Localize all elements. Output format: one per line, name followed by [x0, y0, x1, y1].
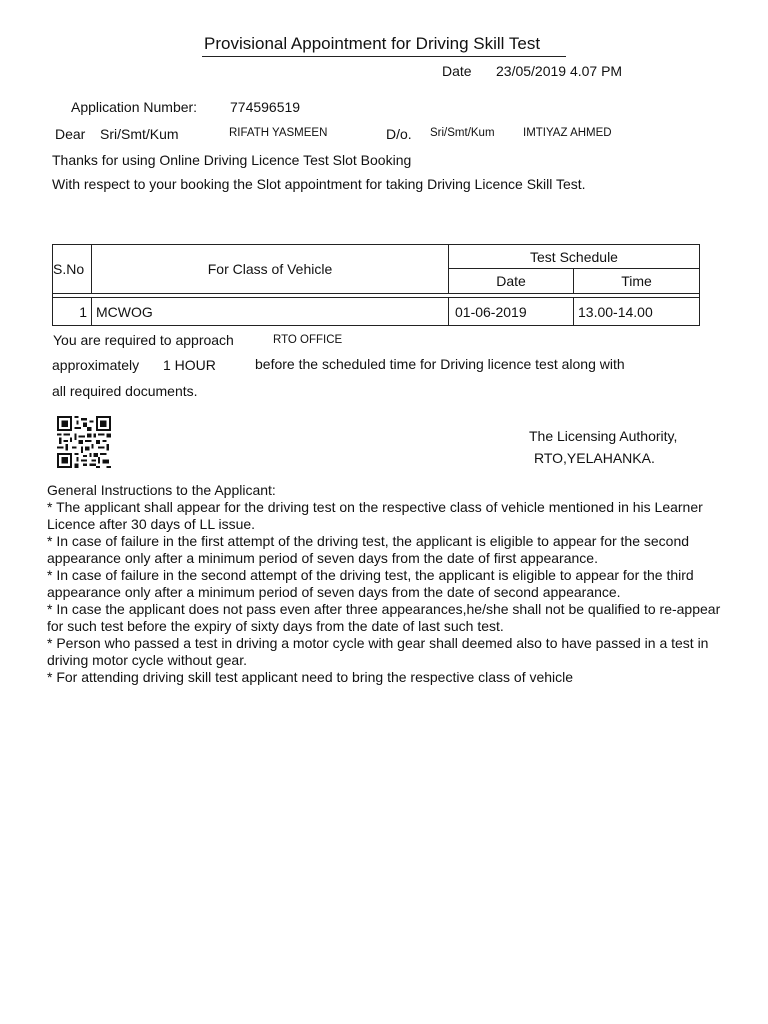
- instruction-item: * The applicant shall appear for the driving test on the respective class of vehicle mentioned in his Learner Licence after 30 days of LL issue.: [47, 499, 703, 532]
- instruction-item: * In case the applicant does not pass even after three appearances,he/she shall not be qualified to re-appear for such test before the expiry of sixty days from the date of last such test.: [47, 601, 721, 634]
- application-label: Application Number:: [71, 99, 198, 115]
- authority-line-1: The Licensing Authority,: [529, 428, 678, 444]
- instructions-heading: General Instructions to the Applicant:: [47, 482, 276, 498]
- applicant-name: RIFATH YASMEEN: [229, 127, 328, 139]
- row-vehicle-class: MCWOG: [92, 298, 449, 326]
- general-instructions: [47, 482, 737, 686]
- title-underline: [202, 56, 566, 57]
- instruction-item: * Person who passed a test in driving a motor cycle with gear shall deemed also to have passed in a test in driving motor cycle without gear.: [47, 635, 709, 668]
- relation-label: D/o.: [386, 126, 412, 142]
- class-header: For Class of Vehicle: [92, 245, 449, 294]
- respect-line: With respect to your booking the Slot appointment for taking Driving Licence Skill Test.: [52, 176, 586, 192]
- approx-label: approximately: [52, 357, 140, 373]
- instruction-item: * For attending driving skill test applicant need to bring the respective class of vehicle: [47, 669, 574, 685]
- thanks-line: Thanks for using Online Driving Licence Test Slot Booking: [52, 152, 412, 168]
- qr-code: [57, 416, 111, 468]
- instruction-item: * In case of failure in the first attempt of the driving test, the applicant is eligible to appear for the second appearance only after a minimum period of seven days from the date of first appearance.: [47, 533, 690, 566]
- documents-text: all required documents.: [52, 383, 198, 399]
- date-header: Date: [449, 269, 574, 294]
- application-number: 774596519: [230, 99, 301, 115]
- page-title: Provisional Appointment for Driving Skill Test: [204, 34, 541, 53]
- table-row: [53, 298, 700, 326]
- time-header: Time: [574, 269, 700, 294]
- schedule-header: Test Schedule: [449, 245, 700, 269]
- approach-text: You are required to approach: [53, 332, 234, 348]
- before-text: before the scheduled time for Driving licence test along with: [255, 356, 625, 372]
- approx-value: 1 HOUR: [163, 357, 216, 373]
- relation-salutation: Sri/Smt/Kum: [430, 127, 495, 139]
- dear-label: Dear: [55, 126, 86, 142]
- authority-line-2: RTO,YELAHANKA.: [534, 450, 655, 466]
- instruction-item: * In case of failure in the second attempt of the driving test, the applicant is eligible to appear for the third appearance only after a minimum period of seven days from the date of second appearance.: [47, 567, 694, 600]
- approach-place: RTO OFFICE: [273, 334, 343, 346]
- date-label: Date: [442, 63, 472, 79]
- schedule-table: [52, 244, 700, 326]
- date-value: 23/05/2019 4.07 PM: [496, 63, 623, 79]
- row-date: 01-06-2019: [449, 298, 574, 326]
- row-sno: 1: [53, 298, 92, 326]
- sno-header: S.No: [53, 245, 92, 294]
- parent-name: IMTIYAZ AHMED: [523, 127, 612, 139]
- salutation: Sri/Smt/Kum: [100, 126, 179, 142]
- row-time: 13.00-14.00: [574, 298, 700, 326]
